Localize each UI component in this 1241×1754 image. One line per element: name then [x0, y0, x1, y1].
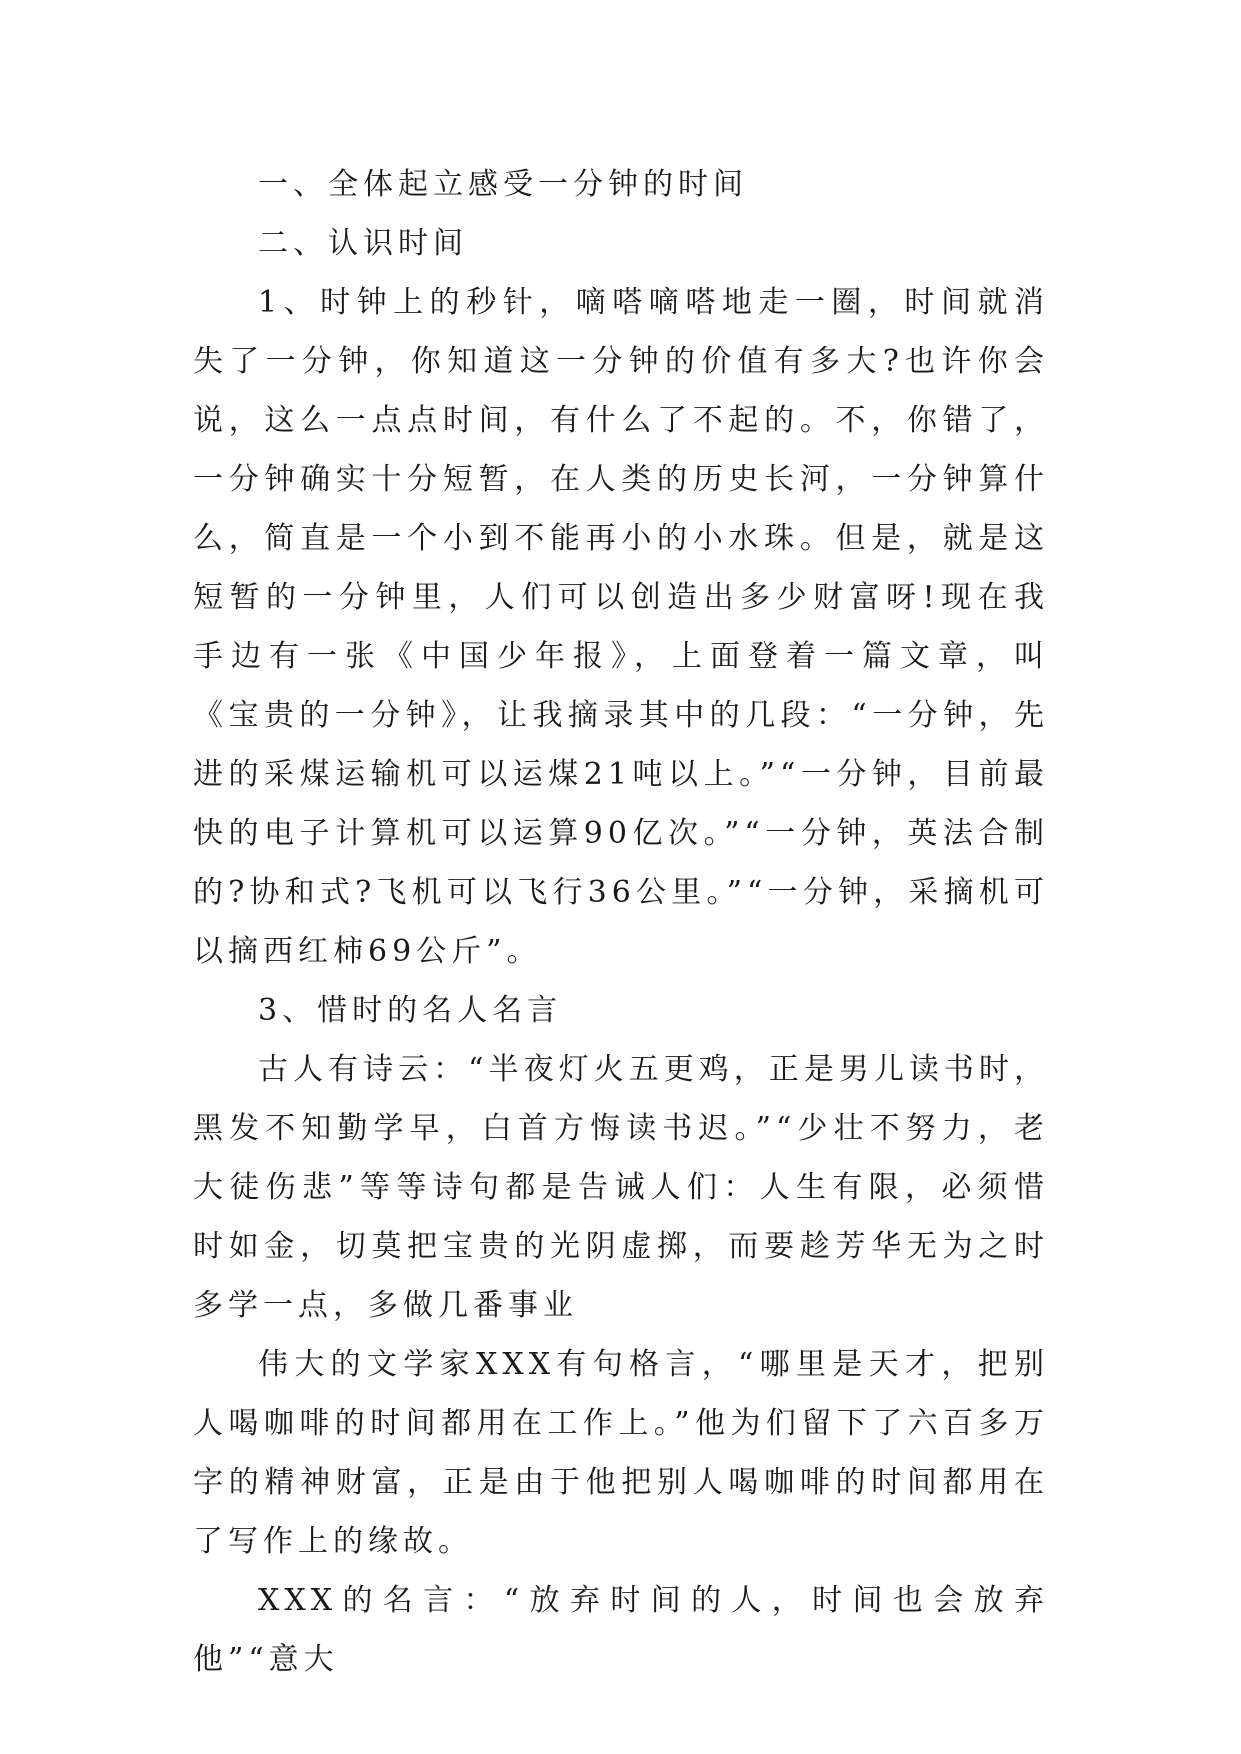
- paragraph-famous-quote: XXX的名言：“放弃时间的人，时间也会放弃他”“意大: [193, 1583, 1049, 1677]
- paragraph-ancient-poem: 古人有诗云：“半夜灯火五更鸡，正是男儿读书时，黑发不知勤学早，白首方悔读书迟。”“少壮不努力，老大徒伤悲”等等诗句都是告诫人们：人生有限，必须惜时如金，切莫把宝贵的光阴虚掷，而要趁芳华无为之时多学一点，多做几番事业: [193, 1052, 1049, 1323]
- paragraph-heading-quotes: 3、惜时的名人名言: [258, 993, 563, 1028]
- paragraph-writer-motto: 伟大的文学家XXX有句格言，“哪里是天才，把别人喝咖啡的时间都用在工作上。”他为们留下了六百多万字的精神财富，正是由于他把别人喝咖啡的时间都用在了写作上的缘故。: [193, 1347, 1049, 1559]
- document-body: [193, 155, 1049, 1689]
- paragraph-one-minute-value: 1、时钟上的秒针，嘀嗒嘀嗒地走一圈，时间就消失了一分钟，你知道这一分钟的价值有多大?也许你会说，这么一点点时间，有什么了不起的。不，你错了，一分钟确实十分短暂，在人类的历史长河，一分钟算什么，简直是一个小到不能再小的小水珠。但是，就是这短暂的一分钟里，人们可以创造出多少财富呀!现在我手边有一张《中国少年报》，上面登着一篇文章，叫《宝贵的一分钟》，让我摘录其中的几段：“一分钟，先进的采煤运输机可以运煤21吨以上。”“一分钟，目前最快的电子计算机可以运算90亿次。”“一分钟，英法合制的?协和式?飞机可以飞行36公里。”“一分钟，采摘机可以摘西红柿69公斤”。: [193, 285, 1049, 969]
- paragraph-heading-know-time: 二、认识时间: [258, 226, 468, 261]
- paragraph-heading-stand-up: 一、全体起立感受一分钟的时间: [258, 167, 748, 202]
